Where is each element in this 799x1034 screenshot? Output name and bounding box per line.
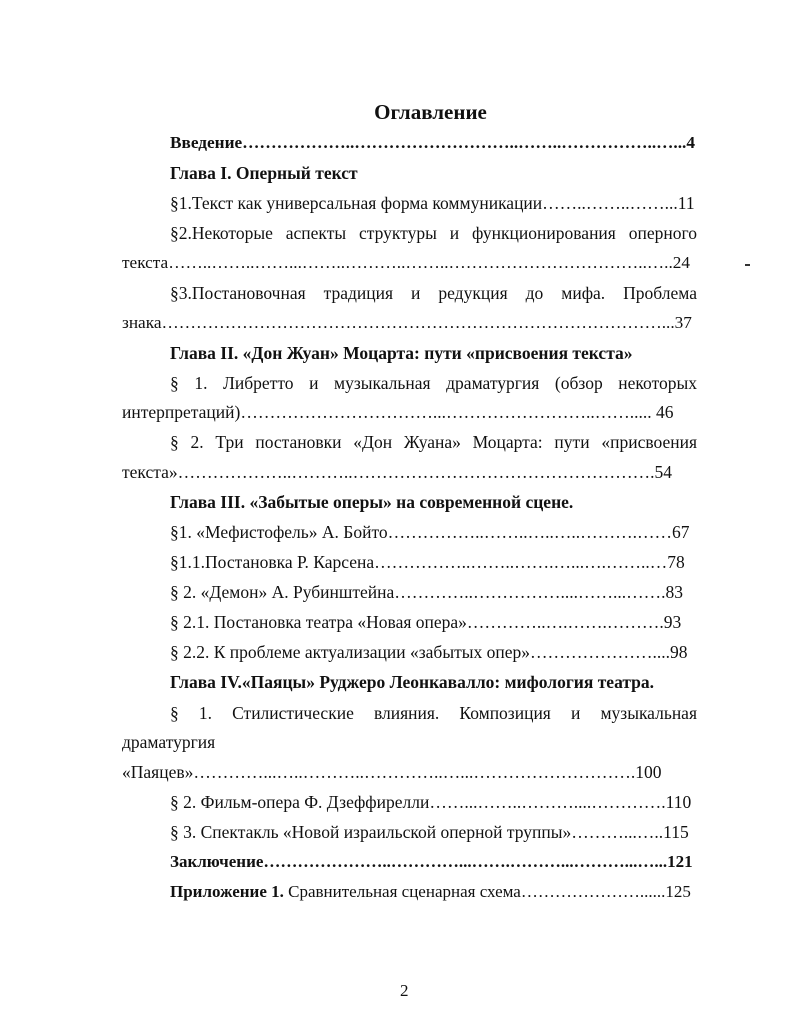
page-number: 2 [400,981,409,1000]
toc-chapter-3: Глава III. «Забытые оперы» на современной сцене. [170,492,574,512]
toc-chapter-4: Глава IV.«Паяцы» Руджеро Леонкавалло: мифология театра. [170,672,655,692]
toc-section-4-2: § 2. Фильм-опера Ф. Дзеффирелли……...……..………....………….110 [170,792,692,812]
appendix-text: Сравнительная сценарная схема…………………......125 [283,882,691,901]
toc-section-4-1-cont2: «Паяцев»…………...…..………..…………..…...……………………….100 [122,762,662,782]
toc-section-1-3: §3.Постановочная традиция и редукция до мифа. Проблема [170,283,697,303]
toc-conclusion: Заключение…………………..…………...…….………...………...…...121 [170,852,693,871]
toc-appendix [170,882,691,902]
toc-section-1-2: §2.Некоторые аспекты структуры и функционирования оперного [170,223,697,243]
toc-section-2-1: § 1. Либретто и музыкальная драматургия (обзор некоторых [170,373,697,393]
toc-section-3-1: §1. «Мефистофель» А. Бойто……………..……..…..…..……….……67 [170,522,690,542]
toc-section-2-2: § 2. Три постановки «Дон Жуана» Моцарта: пути «присвоения [170,432,697,452]
page-title: Оглавление [374,100,487,124]
toc-introduction: Введение………………..………………………..……..……………..…...4 [170,133,695,152]
toc-section-1-1: §1.Текст как универсальная форма коммуникации……..……..……...11 [170,193,695,213]
toc-section-4-1: § 1. Стилистические влияния. Композиция и музыкальная [170,703,697,723]
toc-section-3-2-2: § 2.2. К проблеме актуализации «забытых опер»…………………....98 [170,642,688,662]
scan-mark [745,264,750,266]
toc-section-2-1-cont: интерпретаций)……………………………...……………………..……..... 46 [122,402,674,422]
toc-section-4-3: § 3. Спектакль «Новой израильской оперной труппы»………...…..115 [170,822,689,842]
toc-chapter-1: Глава I. Оперный текст [170,163,358,183]
toc-section-3-1-1: §1.1.Постановка Р. Карсена……………..……..…….…...….……..…78 [170,552,685,572]
toc-section-3-2-1: § 2.1. Постановка театра «Новая опера»…………..….…….……….93 [170,612,682,632]
appendix-label: Приложение 1. [170,882,284,901]
toc-section-3-2: § 2. «Демон» А. Рубинштейна…………..……………....……...…….83 [170,582,684,602]
toc-chapter-2: Глава II. «Дон Жуан» Моцарта: пути «присвоения текста» [170,343,633,363]
toc-section-4-1-cont: драматургия [122,732,216,752]
toc-section-1-2-cont: текста……..……..……...……..………..……..……………………………..…..24 [122,253,691,272]
toc-section-1-3-cont: знака……………………………………………………………………………...37 [122,313,692,332]
toc-section-2-2-cont: текста»………………..………..…………………………………………….54 [122,462,673,482]
